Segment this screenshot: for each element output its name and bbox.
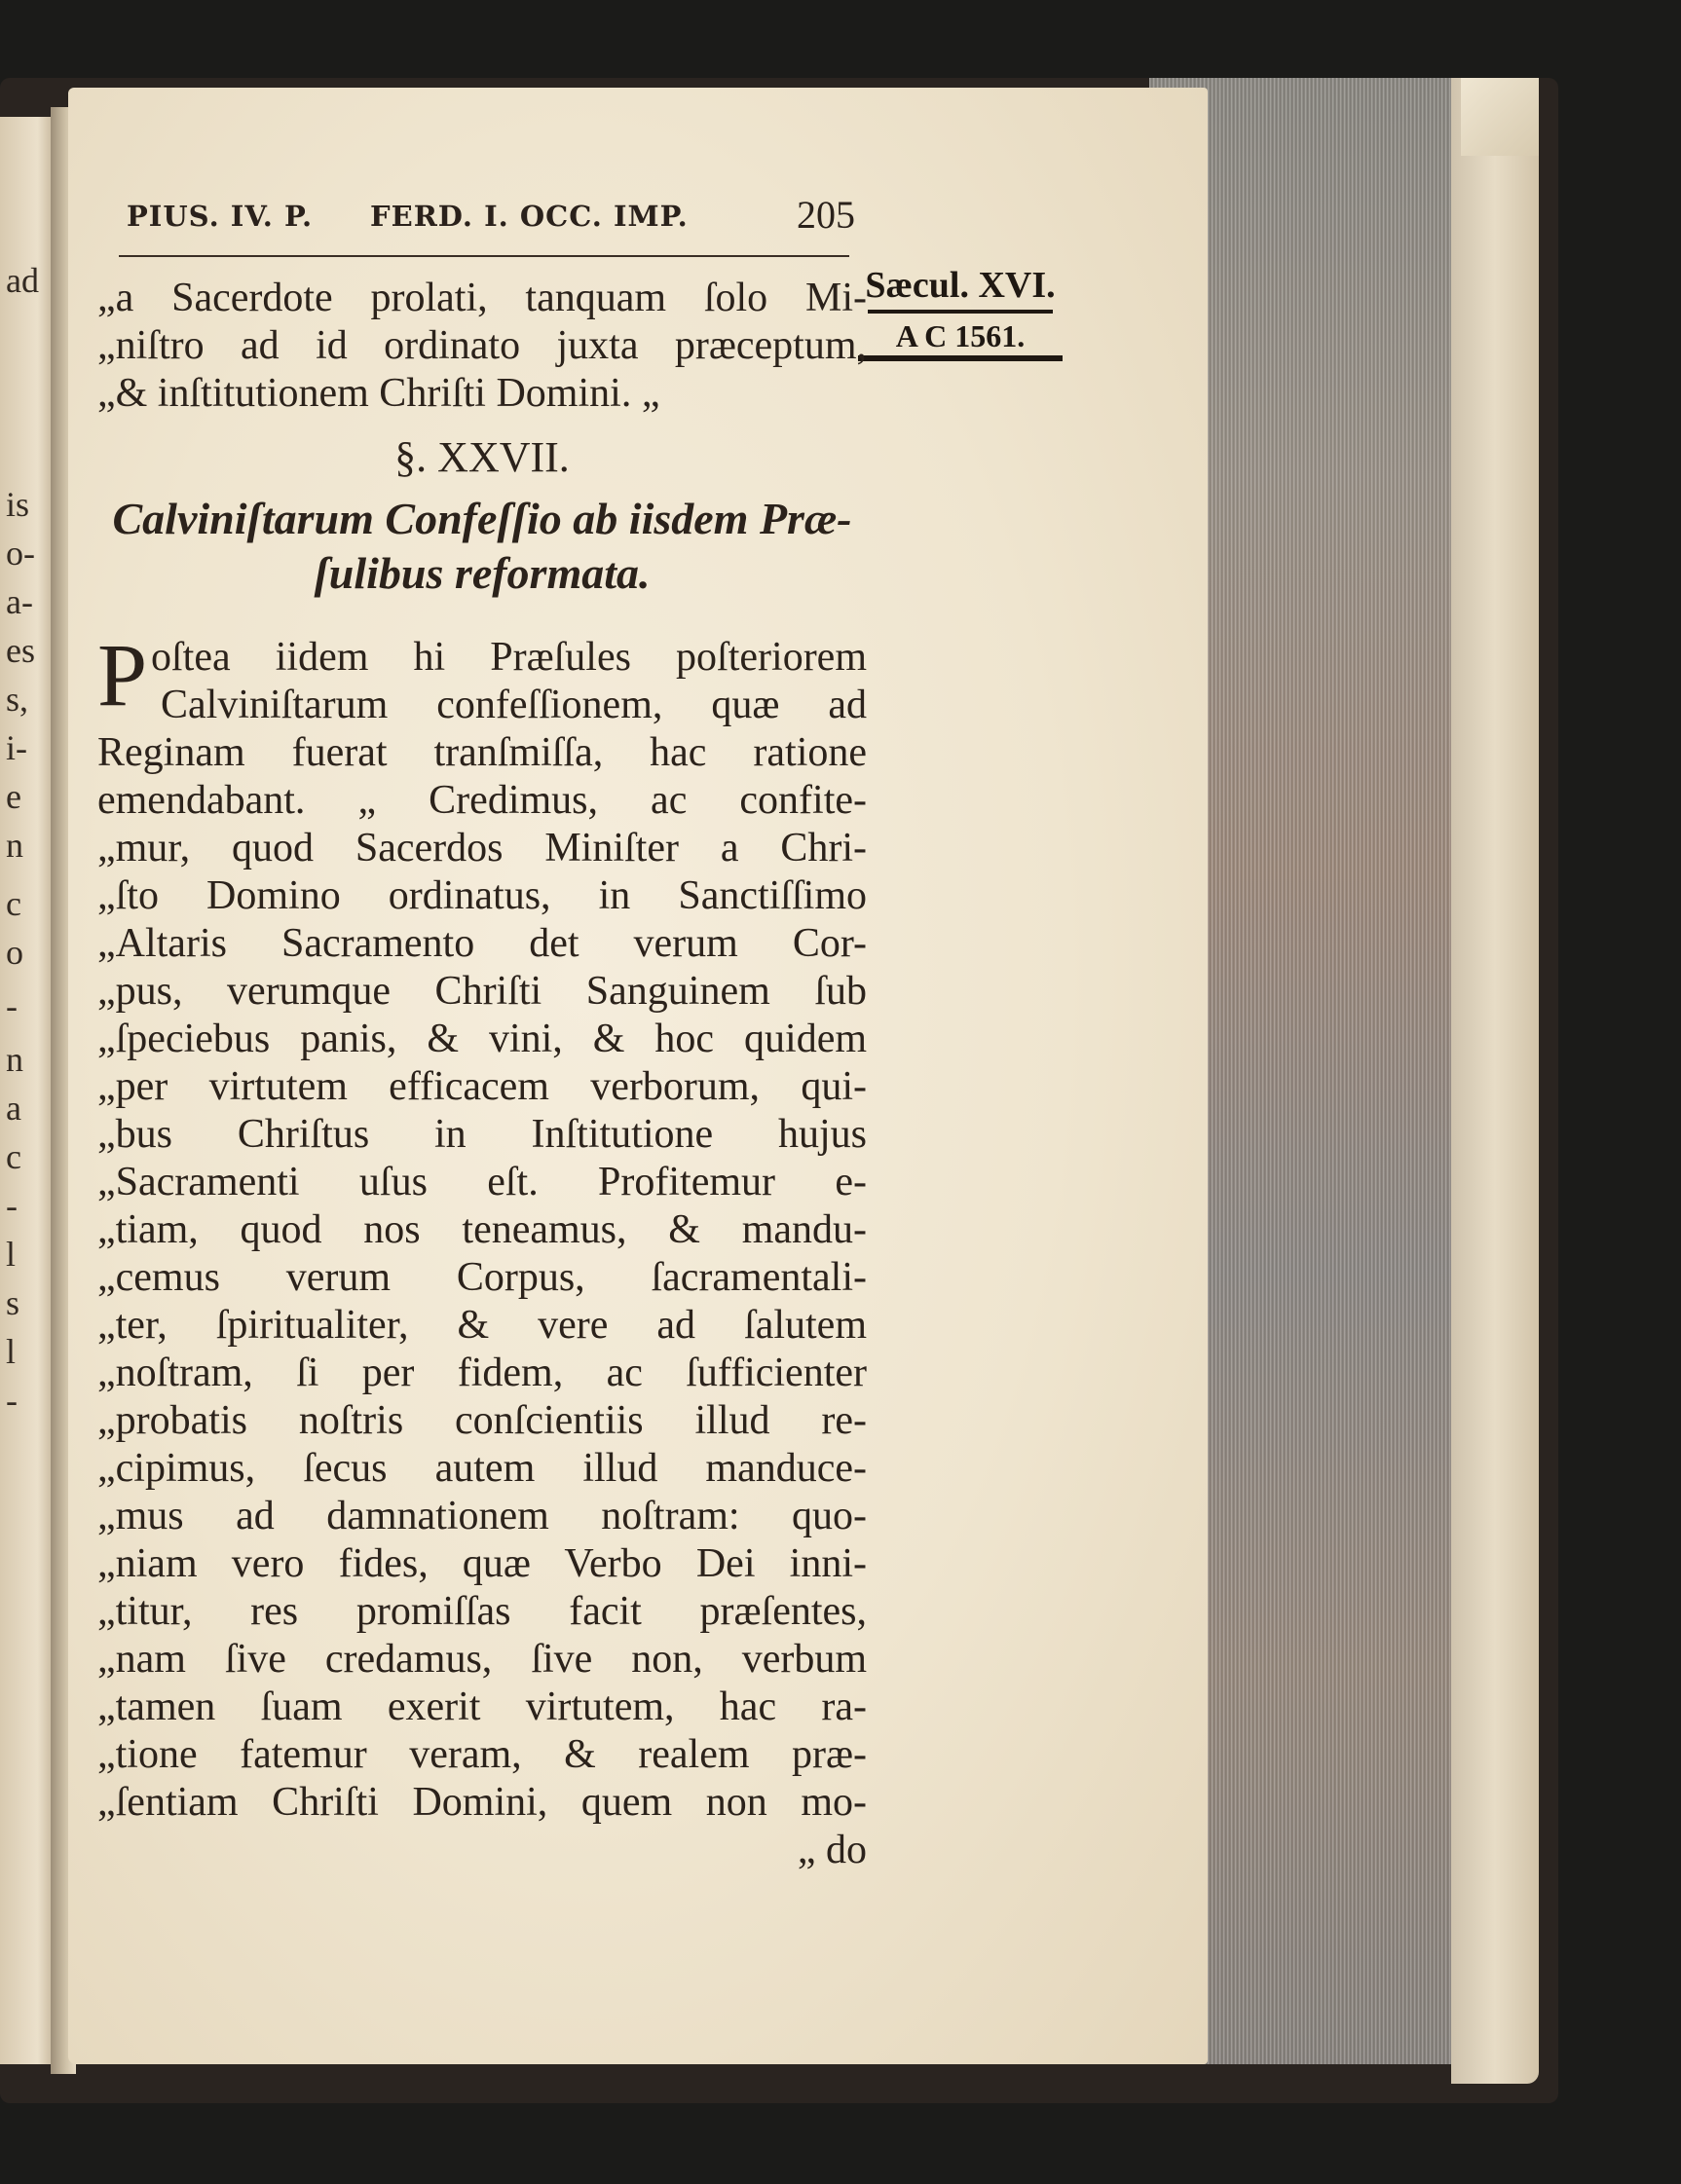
text-line: „tiam, quod nos teneamus, & mandu- [97, 1207, 867, 1252]
left-page-fragment: es [6, 631, 35, 670]
left-page-fragment: o- [6, 534, 35, 573]
body-text [97, 275, 867, 1874]
header-rule [119, 255, 849, 257]
running-head [125, 193, 855, 250]
text-line: „pus, verumque Chriſti Sanguinem ſub [97, 969, 867, 1014]
cover-corner [1461, 78, 1539, 156]
left-page-fragment: - [6, 1381, 18, 1420]
text-line: „tione fatemur veram, & realem præ- [97, 1732, 867, 1777]
running-head-emperor: FERD. I. OCC. IMP. [370, 200, 689, 233]
left-page-fragment: n [6, 1040, 23, 1079]
page-number: 205 [797, 193, 855, 237]
marginal-year: A C 1561. [895, 318, 1026, 353]
left-page-fragment: is [6, 485, 30, 524]
text-line: „a Sacerdote prolati, tanquam ſolo Mi- [97, 276, 867, 320]
running-head-pope: PIUS. IV. P. [127, 200, 314, 233]
text-line: „niſtro ad id ordinato juxta præceptum, [97, 323, 867, 368]
text-line: „noſtram, ſi per fidem, ac ſufficienter [97, 1351, 867, 1395]
text-line: „tamen ſuam exerit virtutem, hac ra- [97, 1684, 867, 1729]
text-line: „mur, quod Sacerdos Miniſter a Chri- [97, 826, 867, 870]
text-line: „titur, res promiſſas facit præſentes, [97, 1589, 867, 1634]
left-page-fragment: c [6, 1137, 21, 1176]
text-line: „bus Chriſtus in Inſtitutione hujus [97, 1112, 867, 1157]
text-line: Calviniſtarum confeſſionem, quæ ad [161, 683, 867, 727]
marginal-century: Sæcul. XVI. [865, 265, 1056, 306]
left-page-fragment: l [6, 1235, 17, 1274]
left-page-fragment: l [6, 1332, 17, 1371]
text-line: emendabant. „ Credimus, ac confite- [97, 778, 867, 823]
text-line: „ſentiam Chriſti Domini, quem non mo- [97, 1780, 867, 1825]
text-line: „& inſtitutionem Chriſti Domini. „ [97, 371, 660, 416]
facing-page-edge [0, 117, 54, 2064]
text-line: „mus ad damnationem noſtram: quo- [97, 1494, 867, 1538]
marginal-rule [868, 310, 1053, 314]
left-page-fragment: ad [6, 261, 39, 300]
text-line: „niam vero fides, quæ Verbo Dei inni- [97, 1541, 867, 1586]
catchword: „ do [797, 1828, 867, 1872]
text-line: „cipimus, ſecus autem illud manduce- [97, 1446, 867, 1491]
left-page-fragment: s [6, 1283, 20, 1322]
left-page-fragment: a- [6, 582, 33, 621]
left-page-fragment: - [6, 986, 18, 1025]
left-page-fragment: a [6, 1089, 21, 1128]
back-cover [1451, 78, 1539, 2084]
left-page-fragment: n [6, 826, 23, 865]
text-line: Reginam fuerat tranſmiſſa, hac ratione [97, 730, 867, 775]
left-page-fragment: s, [6, 680, 29, 719]
drop-cap: P [97, 625, 148, 724]
text-line: „ſto Domino ordinatus, in Sanctiſſimo [97, 873, 867, 918]
section-title [97, 492, 867, 601]
left-page-fragment: c [6, 884, 21, 923]
paragraph-opening [97, 625, 867, 729]
text-line: „Altaris Sacramento det verum Cor- [97, 921, 867, 966]
left-page-fragment: - [6, 1186, 18, 1225]
section-title-line: ſulibus reformata. [314, 548, 651, 598]
section-number: §. XXVII. [394, 433, 570, 481]
section-title-line: Calviniſtarum Confeſſio ab iisdem Præ- [112, 494, 852, 543]
text-line: „probatis noſtris conſcientiis illud re- [97, 1398, 867, 1443]
text-line: oſtea iidem hi Præſules poſteriorem [151, 635, 867, 680]
text-line: „cemus verum Corpus, ſacramentali- [97, 1255, 867, 1300]
text-line: „nam ſive credamus, ſive non, verbum [97, 1637, 867, 1682]
text-line: „per virtutem efficacem verborum, qui- [97, 1064, 867, 1109]
left-page-fragment: e [6, 777, 21, 816]
marginal-note [852, 265, 1068, 401]
left-page-fragment: i- [6, 728, 27, 767]
text-line: „ter, ſpiritualiter, & vere ad ſalutem [97, 1303, 867, 1348]
left-page-fragment: o [6, 933, 23, 972]
text-line: „Sacramenti uſus eſt. Profitemur e- [97, 1160, 867, 1204]
text-line: „ſpeciebus panis, & vini, & hoc quidem [97, 1017, 867, 1061]
marginal-rule-thick [858, 355, 1063, 361]
